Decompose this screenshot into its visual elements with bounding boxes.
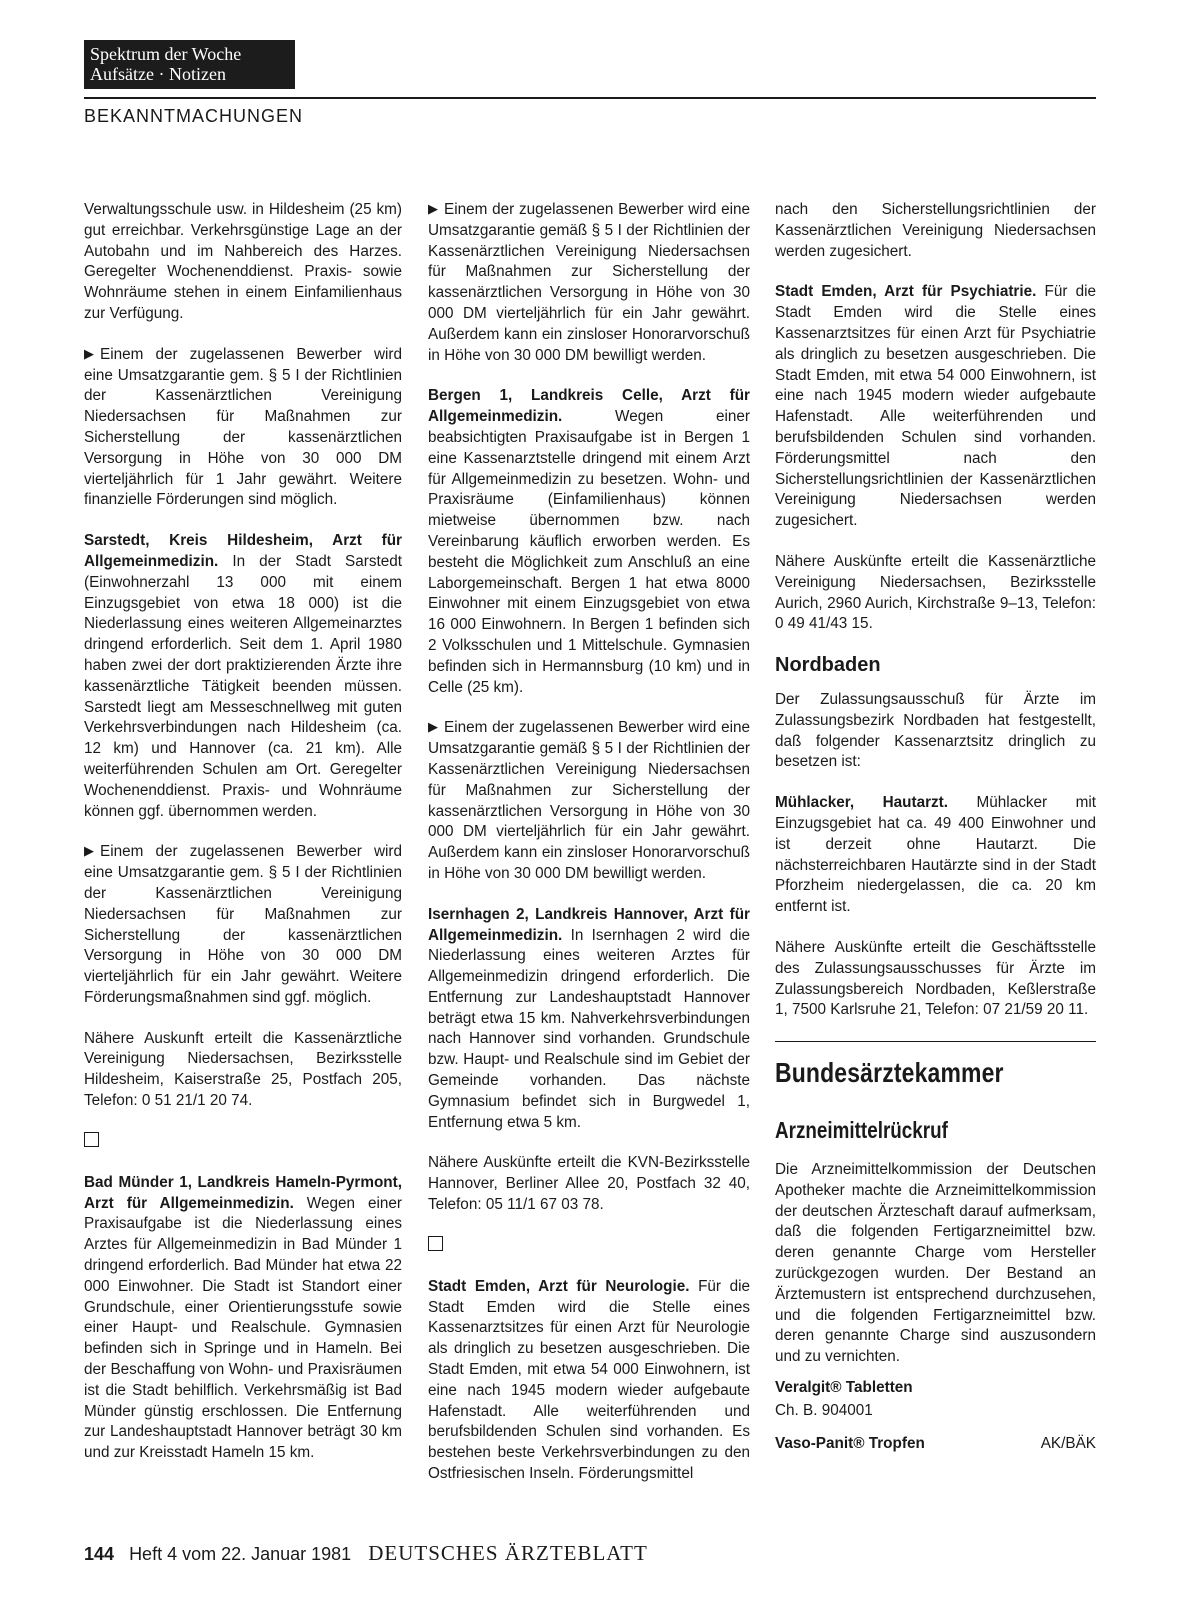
issue-info: Heft 4 vom 22. Januar 1981 — [129, 1544, 352, 1564]
announcement-title: Stadt Emden, Arzt für Psychiatrie. — [775, 283, 1037, 301]
column-2 — [428, 200, 750, 1505]
announcement — [775, 282, 1096, 532]
announcement-text: In Isernhagen 2 wird die Niederlassung eines weiteren Arztes für Allgemeinmedizin dringend erforderlich. Die Entfernung zur Landeshauptstadt Hannover beträgt etwa 15 km. Nahverkehrsverbindungen nach Hannover sind vorhanden. Grundschule bzw. Haupt- und Realschule sind im Gebiet der Gemeinde vorhanden. Das nächste Gymnasium befindet sich in Burgwedel 1, Entfernung etwa 5 km. — [428, 926, 750, 1131]
signature: AK/BÄK — [1040, 1434, 1096, 1452]
announcement-title: Stadt Emden, Arzt für Neurologie. — [428, 1277, 690, 1295]
announcement-text: Mühlacker mit Einzugsgebiet hat ca. 49 400 Einwohner und ist derzeit ohne Hautarzt. Die nächsterreichbaren Hautärzte sind in der Stadt Pforzheim niedergelassen, die ca. 20 km entfernt ist. — [775, 794, 1097, 916]
announcement-title: Sarstedt, Kreis Hildesheim, Arzt für Allgemeinmedizin. — [84, 532, 402, 570]
column-1 — [84, 200, 402, 1484]
triangle-bullet-icon: ▶ — [84, 345, 94, 361]
paragraph: Der Zulassungsausschuß für Ärzte im Zulassungsbezirk Nordbaden hat festgestellt, daß folgender Kassenarztsitz dringlich zu besetzen ist: — [775, 690, 1096, 771]
announcement-title: Isernhagen 2, Landkreis Hannover, Arzt für Allgemeinmedizin. — [428, 905, 750, 944]
announcement — [84, 531, 402, 822]
contact-paragraph: Nähere Auskunft erteilt die Kassenärztliche Vereinigung Niedersachsen, Bezirksstelle Hildesheim, Kaiserstraße 25, Postfach 205, Telefon: 0 51 21/1 20 74. — [84, 1029, 402, 1110]
column-3 — [775, 200, 1096, 1454]
section-end-box-icon — [428, 1236, 443, 1251]
announcement-title: Bad Münder 1, Landkreis Hameln-Pyrmont, Arzt für Allgemeinmedizin. — [84, 1173, 402, 1212]
journal-name: DEUTSCHES ÄRZTEBLATT — [368, 1541, 648, 1565]
section-end-box-icon — [84, 1132, 99, 1147]
subsection-heading: Arzneimittelrückruf — [775, 1117, 948, 1144]
triangle-bullet-icon: ▶ — [84, 843, 94, 859]
section-label: BEKANNTMACHUNGEN — [84, 106, 304, 126]
announcement-text: In der Stadt Sarstedt (Einwohnerzahl 13 000 mit einem Einzugsgebiet von etwa 18 000) ist die Niederlassung eines weiteren Allgemeinarztes dringend erforderlich. Seit dem 1. April 1980 haben zwei der dort praktizierenden Ärzte ihre kassenärztliche Tätigkeit beenden müssen. Sarstedt liegt am Messeschnellweg mit guten Verkehrsverbindungen nach Hildesheim (ca. 12 km) und Hannover (ca. 21 km). Alle weiterführenden Schulen am Ort. Geregelter Wochenenddienst. Praxis- und Wohnräume können ggf. übernommen werden. — [84, 552, 402, 820]
announcement — [428, 905, 750, 1134]
region-heading: Nordbaden — [775, 654, 881, 677]
drug-item-charge: Ch. B. 904001 — [775, 1401, 873, 1419]
paragraph: ▶ Einem der zugelassenen Bewerber wird eine Umsatzgarantie gem. § 5 I der Richtlinien der Kassenärztlichen Vereinigung Niedersachsen für Maßnahmen zur Sicherstellung der kassenärztlichen Versorgung in Höhe von 30 000 DM vierteljährlich für ein Jahr gewährt. Weitere Förderungsmaßnahmen sind ggf. möglich. — [84, 843, 402, 1006]
triangle-bullet-icon: ▶ — [428, 719, 438, 735]
paragraph: nach den Sicherstellungsrichtlinien der Kassenärztlichen Vereinigung Niedersachsen werden zugesichert. — [775, 201, 1096, 260]
announcement — [428, 1277, 750, 1485]
paragraph: ▶ Einem der zugelassenen Bewerber wird eine Umsatzgarantie gemäß § 5 I der Richtlinien der Kassenärztlichen Vereinigung Niedersachsen für Maßnahmen zur Sicherstellung der kassenärztlichen Versorgung in Höhe von 30 000 DM vierteljährlich für ein Jahr gewährt. Außerdem kann ein zinsloser Honorarvorschuß in Höhe von 30 000 DM bewilligt werden. — [428, 201, 750, 364]
paragraph: ▶ Einem der zugelassenen Bewerber wird eine Umsatzgarantie gem. § 5 I der Richtlinien der Kassenärztlichen Vereinigung Niedersachsen für Maßnahmen zur Sicherstellung der kassenärztlichen Versorgung in Höhe von 30 000 DM vierteljährlich für 1 Jahr gewährt. Weitere finanzielle Förderungen sind möglich. — [84, 345, 402, 509]
rubric-line-2: Aufsätze · Notizen — [90, 64, 226, 84]
drug-item-name: Vaso-Panit® Tropfen — [775, 1434, 925, 1452]
page-footer — [84, 1541, 648, 1566]
announcement-text: Wegen einer Praxisaufgabe ist die Niederlassung eines Arztes für Allgemeinmedizin in Bad Münder 1 dringend erforderlich. Bad Münder hat etwa 22 000 Einwohner. Die Stadt ist Standort einer Grundschule, einer Orientierungsstufe sowie einer Haupt- und Realschule. Gymnasien befinden sich in Springe und in Hameln. Bei der Beschaffung von Wohn- und Praxisräumen ist die Stadt behilflich. Verkehrsmäßig ist Bad Münder günstig erschlossen. Die Entfernung zur Landeshauptstadt Hannover beträgt 30 km und zur Kreisstadt Hameln 15 km. — [84, 1194, 402, 1462]
announcement — [84, 1173, 402, 1464]
announcement-text: Wegen einer beabsichtigten Praxisaufgabe ist in Bergen 1 eine Kassenarztstelle dringend mit einem Arzt für Allgemeinmedizin zu besetzen. Wohn- und Praxisräume (Einfamilienhaus) können mietweise übernommen bzw. nach Vereinbarung käuflich erworben werden. Es besteht die Möglichkeit zum Anschluß an eine Laborgemeinschaft. Bergen 1 hat etwa 8000 Einwohner mit einem Einzugsgebiet von etwa 16 000 Einwohnern. In Bergen 1 befinden sich 2 Volksschulen und 1 Mittelschule. Gymnasien befinden sich in Hermannsburg (10 km) und in Celle (25 km). — [428, 408, 750, 696]
paragraph: ▶ Einem der zugelassenen Bewerber wird eine Umsatzgarantie gemäß § 5 I der Richtlinien der Kassenärztlichen Vereinigung Niedersachsen für Maßnahmen zur Sicherstellung der kassenärztlichen Versorgung in Höhe von 30 000 DM vierteljährlich für ein Jahr gewährt. Außerdem kann ein zinsloser Honorarvorschuß in Höhe von 30 000 DM bewilligt werden. — [428, 719, 750, 882]
announcement-title: Mühlacker, Hautarzt. — [775, 794, 949, 812]
announcement-text: Für die Stadt Emden wird die Stelle eines Kassenarztsitzes für einen Arzt für Psychiatrie als dringlich zu besetzen ausgeschrieben. Die Stadt Emden, mit etwa 54 000 Einwohnern, ist eine nach 1945 modern wieder aufgebaute Hafenstadt. Alle weiterführenden und berufsbildenden Schulen sind vorhanden. Förderungsmittel nach den Sicherstellungsrichtlinien der Kassenärztlichen Vereinigung Niedersachsen werden zugesichert. — [775, 283, 1096, 530]
announcement — [428, 386, 750, 698]
section-divider — [775, 1041, 1096, 1042]
triangle-bullet-icon: ▶ — [428, 201, 438, 216]
announcement-title: Bergen 1, Landkreis Celle, Arzt für Allgemeinmedizin. — [428, 387, 750, 426]
section-heading: Bundesärztekammer — [775, 1057, 1004, 1089]
page-number: 144 — [84, 1544, 115, 1564]
rubric-box — [84, 40, 295, 89]
paragraph: Verwaltungsschule usw. in Hildesheim (25 km) gut erreichbar. Verkehrsgünstige Lage an der Autobahn und im Nahbereich des Harzes. Geregelter Wochenenddienst. Praxis- sowie Wohnräume stehen in einem Einfamilienhaus zur Verfügung. — [84, 201, 402, 322]
contact-paragraph: Nähere Auskünfte erteilt die Kassenärztliche Vereinigung Niedersachsen, Bezirksstelle Aurich, 2960 Aurich, Kirchstraße 9–13, Telefon: 0 49 41/43 15. — [775, 552, 1096, 633]
rubric-line-1: Spektrum der Woche — [90, 44, 242, 64]
contact-paragraph: Nähere Auskünfte erteilt die Geschäftsstelle des Zulassungsausschusses für Ärzte im Zulassungsbereich Nordbaden, Keßlerstraße 1, 7500 Karlsruhe 21, Telefon: 07 21/59 20 11. — [775, 938, 1096, 1019]
header-rule — [84, 97, 1096, 99]
drug-item-row — [775, 1434, 1096, 1455]
paragraph: Die Arzneimittelkommission der Deutschen Apotheker machte die Arzneimittelkommission der deutschen Ärzteschaft darauf aufmerksam, daß die folgenden Fertigarzneimittel bzw. deren genannte Charge vom Hersteller zurückgezogen wurden. Der Bestand an Ärztemustern ist entsprechend durchzusehen, und die folgenden Fertigarzneimittel bzw. deren genannte Charge sind auszusondern und zu vernichten. — [775, 1161, 1096, 1366]
announcement-text: Für die Stadt Emden wird die Stelle eines Kassenarztsitzes für einen Arzt für Neurologie als dringlich zu besetzen ausgeschrieben. Die Stadt Emden, mit etwa 54 000 Einwohnern, ist eine nach 1945 modern wieder aufgebaute Hafenstadt. Alle weiterführenden und berufsbildenden Schulen sind vorhanden. Es bestehen beste Verkehrsverbindungen zu den Ostfriesischen Inseln. Förderungsmittel — [428, 1277, 751, 1483]
drug-item-name: Veralgit® Tabletten — [775, 1379, 913, 1397]
announcement — [775, 793, 1096, 918]
contact-paragraph: Nähere Auskünfte erteilt die KVN-Bezirksstelle Hannover, Berliner Allee 20, Postfach 32 40, Telefon: 05 11/1 67 03 78. — [428, 1154, 750, 1214]
